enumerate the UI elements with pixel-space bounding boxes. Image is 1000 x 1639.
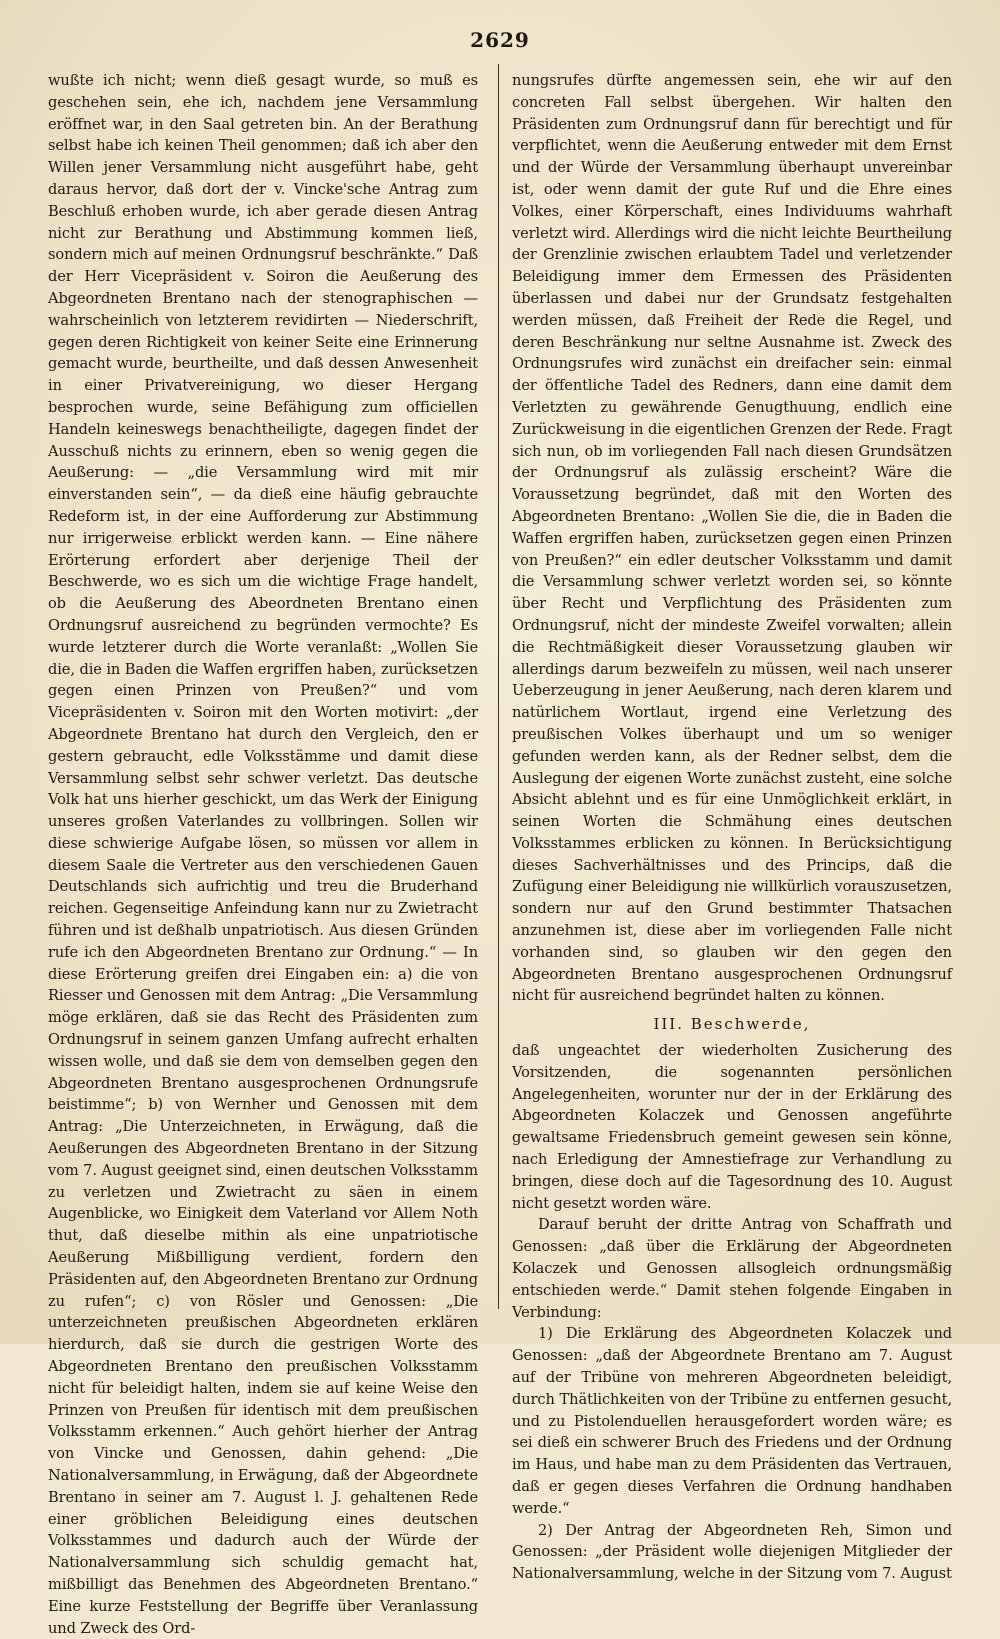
right-paragraph-2: daß ungeachtet der wiederholten Zusicherung des Vorsitzenden, die sogenannten persönlichen Angelegenheiten, worunter nur der in der Erklärung des Abgeordneten Kolaczek und Genossen angeführte gewaltsame Friedensbruch gemeint gewesen sein könne, nach Erledigung der Amnestiefrage zur Verhandlung zu bringen, diese doch auf die Tagesordnung des 10. August nicht gesetzt worden wäre.	[512, 1042, 952, 1212]
left-column-text: wußte ich nicht; wenn dieß gesagt wurde, so muß es geschehen sein, ehe ich, nachdem jene Versammlung eröffnet war, in den Saal getreten bin. An der Berathung selbst habe ich keinen Theil genommen; daß ich aber den Willen jener Versammlung nicht ausgeführt habe, geht daraus hervor, daß dort der v. Vincke'sche Antrag zum Beschluß erhoben wurde, ich aber gerade diesen Antrag nicht zur Berathung und Abstimmung kommen ließ, sondern mich auf meinen Ordnungsruf beschränkte.“ Daß der Herr Vicepräsident v. Soiron die Aeußerung des Abgeordneten Brentano nach der stenographischen — wahrscheinlich von letzterem revidirten — Niederschrift, gegen deren Richtigkeit von keiner Seite eine Erinnerung gemacht wurde, beurtheilte, und daß dessen Anwesenheit in einer Privatvereinigung, wo dieser Hergang besprochen wurde, seine Befähigung zum officiellen Handeln keineswegs benachtheiligte, dagegen findet der Ausschuß nichts zu erinnern, eben so wenig gegen die Aeußerung: — „die Versammlung wird mit mir einverstanden sein“, — da dieß eine häufig gebrauchte Redeform ist, in der eine Aufforderung zur Abstimmung nur irrigerweise erblickt werden kann. — Eine nähere Erörterung erfordert aber derjenige Theil der Beschwerde, wo es sich um die wichtige Frage handelt, ob die Aeußerung des Abeordneten Brentano einen Ordnungsruf ausreichend zu begründen vermochte? Es wurde letzterer durch die Worte veranlaßt: „Wollen Sie die, die in Baden die Waffen ergriffen haben, zurücksetzen gegen einen Prinzen von Preußen?“ und vom Vicepräsidenten v. Soiron mit den Worten motivirt: „der Abgeordnete Brentano hat durch den Vergleich, den er gestern gebraucht, edle Volksstämme und damit diese Versammlung selbst sehr schwer verletzt. Das deutsche Volk hat uns hierher geschickt, um das Werk der Einigung unseres großen Vaterlandes zu vollbringen. Sollen wir diese schwierige Aufgabe lösen, so müssen vor allem in diesem Saale die Vertreter aus den verschiedenen Gauen Deutschlands sich aufrichtig und treu die Bruderhand reichen. Gegenseitige Anfeindung kann nur zu Zwietracht führen und ist deßhalb unpatriotisch. Aus diesen Gründen rufe ich den Abgeordneten Brentano zur Ordnung.“ — In diese Erörterung greifen drei Eingaben ein: a) die von Riesser und Genossen mit dem Antrag: „Die Versammlung möge erklären, daß sie das Recht des Präsidenten zum Ordnungsruf in seinem ganzen Umfang aufrecht erhalten wissen wolle, und daß sie dem von demselben gegen den Abgeordneten Brentano ausgesprochenen Ordnungsrufe beistimme“; b) von Wernher und Genossen mit dem Antrag: „Die Unterzeichneten, in Erwägung, daß die Aeußerungen des Abgeordneten Brentano in der Sitzung vom 7. August geeignet sind, einen deutschen Volksstamm zu verletzen und Zwietracht zu säen in einem Augenblicke, wo Einigkeit dem Vaterland vor Allem Noth thut, daß dieselbe mithin als eine unpatriotische Aeußerung Mißbilligung verdient, fordern den Präsidenten auf, den Abgeordneten Brentano zur Ordnung zu rufen“; c) von Rösler und Genossen: „Die unterzeichneten preußischen Abgeordneten erklären hierdurch, daß sie durch die gestrigen Worte des Abgeordneten Brentano den preußischen Volksstamm nicht für beleidigt halten, indem sie auf keine Weise den Prinzen von Preußen für identisch mit dem preußischen Volksstamm erkennen.“ Auch gehört hierher der Antrag von Vincke und Genossen, dahin gehend: „Die Nationalversammlung, in Erwägung, daß der Abgeordnete Brentano in seiner am 7. August l. J. gehaltenen Rede einer gröblichen Beleidigung eines deutschen Volksstammes und dadurch auch der Würde der Nationalversammlung sich schuldig gemacht hat, mißbilligt das Benehmen des Abgeordneten Brentano.“ Eine kurze Feststellung der Begriffe über Veranlassung und Zweck des Ord-	[48, 72, 478, 1637]
page-number: 2629	[470, 28, 530, 52]
right-paragraph-5: 2) Der Antrag der Abgeordneten Reh, Simon und Genossen: „der Präsident wolle diejenigen Mitglieder der Nationalversammlung, welche in der Sitzung vom 7. August	[512, 1521, 952, 1583]
section-heading: III. Beschwerde,	[653, 1015, 811, 1034]
right-paragraph-3: Darauf beruht der dritte Antrag von Schaffrath und Genossen: „daß über die Erklärung der Abgeordneten Kolaczek und Genossen allsogleich ordnungsmäßig entschieden werde.“ Damit stehen folgende Eingaben in Verbindung:	[512, 1216, 952, 1321]
right-paragraph-1: nungsrufes dürfte angemessen sein, ehe wir auf den concreten Fall selbst übergehen. Wir halten den Präsidenten zum Ordnungsruf dann für berechtigt und für verpflichtet, wenn die Aeußerung entweder mit dem Ernst und der Würde der Versammlung überhaupt unvereinbar ist, oder wenn damit der gute Ruf und die Ehre eines Volkes, einer Körperschaft, eines Individuums wahrhaft verletzt wird. Allerdings wird die nicht leichte Beurtheilung der Grenzlinie zwischen erlaubtem Tadel und verletzender Beleidigung immer dem Ermessen des Präsidenten überlassen und dabei nur der Grundsatz festgehalten werden müssen, daß Freiheit der Rede die Regel, und deren Beschränkung nur seltne Ausnahme ist. Zweck des Ordnungsrufes wird zunächst ein dreifacher sein: einmal der öffentliche Tadel des Redners, dann eine damit dem Verletzten zu gewährende Genugthuung, endlich eine Zurückweisung in die eigentlichen Grenzen der Rede. Fragt sich nun, ob im vorliegenden Fall nach diesen Grundsätzen der Ordnungsruf als zulässig erscheint? Wäre die Voraussetzung begründet, daß mit den Worten des Abgeordneten Brentano: „Wollen Sie die, die in Baden die Waffen ergriffen haben, zurücksetzen gegen einen Prinzen von Preußen?“ ein edler deutscher Volksstamm und damit die Versammlung schwer verletzt worden sei, so könnte über Recht und Verpflichtung des Präsidenten zum Ordnungsruf, nicht der mindeste Zweifel vorwalten; allein die Rechtmäßigkeit dieser Voraussetzung glauben wir allerdings darum bezweifeln zu müssen, weil nach unserer Ueberzeugung in jener Aeußerung, nach deren klarem und natürlichem Wortlaut, irgend eine Verletzung des preußischen Volkes überhaupt und um so weniger gefunden werden kann, als der Redner selbst, dem die Auslegung der eigenen Worte zunächst zusteht, eine solche Absicht ablehnt und es für eine Unmöglichkeit erklärt, in seinen Worten die Schmähung eines deutschen Volksstammes erblicken zu können. In Berücksichtigung dieses Sachverhältnisses und des Princips, daß die Zufügung einer Beleidigung nie willkürlich vorauszusetzen, sondern nur auf den Grund bestimmter Thatsachen anzunehmen ist, diese aber im vorliegenden Falle nicht vorhanden sind, so glauben wir den gegen den Abgeordneten Brentano ausgesprochenen Ordnungsruf nicht für ausreichend begründet halten zu können.	[512, 72, 952, 1005]
left-column	[48, 70, 478, 1639]
right-paragraph-4: 1) Die Erklärung des Abgeordneten Kolaczek und Genossen: „daß der Abgeordnete Brentano am 7. August auf der Tribüne von mehreren Abgeordneten beleidigt, durch Thätlichkeiten von der Tribüne zu entfernen gesucht, und zu Pistolenduellen herausgefordert worden wäre; es sei dieß ein schwerer Bruch des Friedens und der Ordnung im Haus, und habe man zu dem Präsidenten das Vertrauen, daß er gegen dieses Verfahren die Ordnung handhaben werde.“	[512, 1325, 952, 1517]
column-divider	[498, 64, 499, 1309]
right-column	[512, 70, 952, 1585]
